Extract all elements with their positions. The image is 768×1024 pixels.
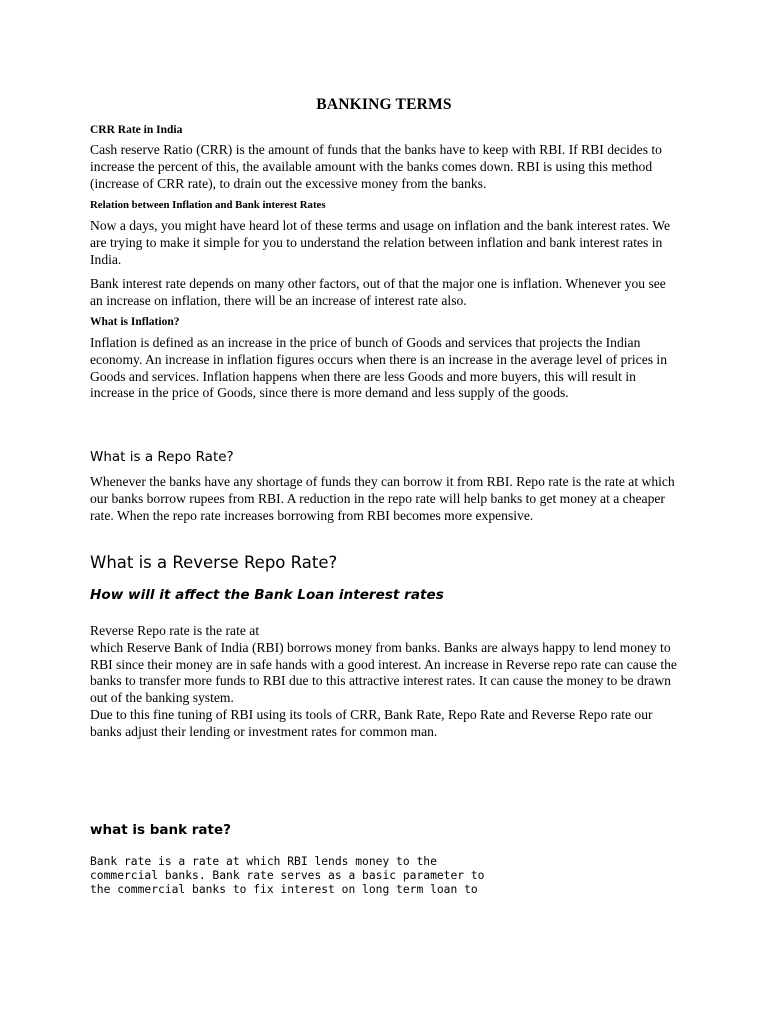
section-repo-body (90, 474, 678, 524)
section-heading: Relation between Inflation and Bank interest Rates (90, 199, 326, 211)
mono-line: commercial banks. Bank rate serves as a basic parameter to (90, 869, 485, 883)
paragraph: Inflation is defined as an increase in the price of bunch of Goods and services that projects the Indian economy. An increase in inflation figures occurs when there is an increase in the average level of prices in Goods and services. Inflation happens when there are less Goods and more buyers, this will result in increase in the price of Goods, since there is more demand and less supply of the goods. (90, 335, 668, 401)
paragraph: Whenever the banks have any shortage of funds they can borrow it from RBI. Repo rate is the rate at which our banks borrow rupees from RBI. A reduction in the repo rate will help banks to get money at a cheaper rate. When the repo rate increases borrowing from RBI becomes more expensive. (90, 474, 675, 523)
paragraph: which Reserve Bank of India (RBI) borrows money from banks. Banks are always happy to lend money to RBI since their money are in safe hands with a good interest. An increase in Reverse repo rate can cause the banks to transfer more funds to RBI due to this attractive interest rates. It can cause the money to be drawn out of the banking system. (90, 639, 677, 706)
section-inflation (90, 316, 678, 328)
section-crr-body (90, 142, 678, 192)
section-relation-body-1 (90, 218, 678, 268)
section-relation-body-2 (90, 276, 678, 310)
section-heading: What is a Repo Rate? (90, 449, 234, 465)
paragraph: Bank interest rate depends on many other factors, out of that the major one is inflation. Whenever you see an increase on inflation, there will be an increase of interest rate also. (90, 276, 666, 308)
paragraph: Reverse Repo rate is the rate at (90, 623, 260, 638)
section-reverse-repo-subheading (90, 587, 678, 603)
section-bank-rate-body (90, 855, 678, 898)
paragraph: Cash reserve Ratio (CRR) is the amount of funds that the banks have to keep with RBI. If RBI decides to increase the percent of this, the available amount with the banks comes down. RBI is using this method (increase of CRR rate), to drain out the excessive money from the banks. (90, 142, 662, 191)
document-title: BANKING TERMS (316, 96, 452, 113)
section-heading: What is a Reverse Repo Rate? (90, 553, 338, 572)
paragraph: Due to this fine tuning of RBI using its tools of CRR, Bank Rate, Repo Rate and Reverse Repo rate our banks adjust their lending or investment rates for common man. (90, 706, 653, 739)
section-heading: What is Inflation? (90, 316, 180, 328)
section-heading: what is bank rate? (90, 822, 231, 838)
section-crr (90, 124, 678, 136)
section-reverse-repo-body (90, 623, 678, 741)
section-bank-rate (90, 822, 678, 838)
paragraph: Now a days, you might have heard lot of these terms and usage on inflation and the bank interest rates. We are trying to make it simple for you to understand the relation between inflation and bank interest rates in India. (90, 218, 671, 267)
mono-line: the commercial banks to fix interest on long term loan to (90, 883, 478, 897)
section-reverse-repo (90, 553, 678, 572)
section-subheading: How will it affect the Bank Loan interest rates (90, 587, 444, 603)
section-relation (90, 199, 678, 211)
section-heading: CRR Rate in India (90, 124, 183, 136)
section-repo (90, 449, 678, 465)
mono-line: Bank rate is a rate at which RBI lends money to the (90, 855, 437, 868)
section-inflation-body (90, 335, 678, 402)
